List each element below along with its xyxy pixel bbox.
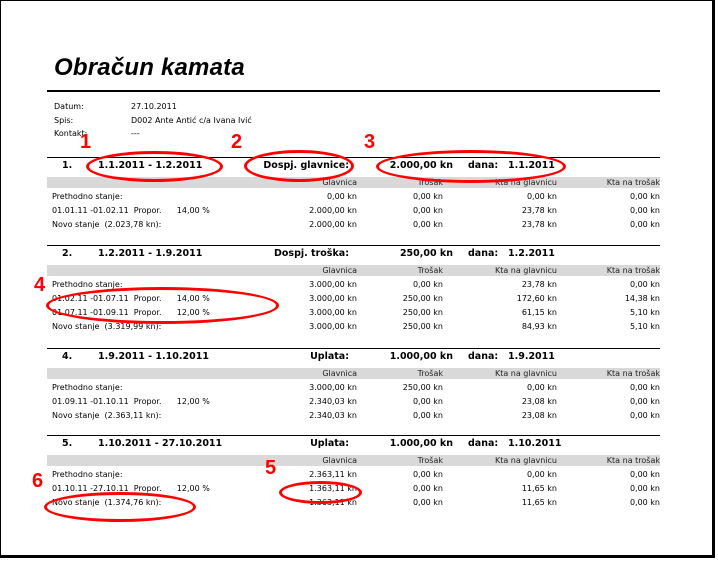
col-kta-trosak: Kta na trošak xyxy=(606,266,660,275)
section-dana-label: dana: xyxy=(468,248,499,259)
page-title: Obračun kamata xyxy=(54,54,245,81)
row-kta-trosak: 0,00 kn xyxy=(629,383,660,392)
spis-value: D002 Ante Antić c/a Ivana Ivić xyxy=(131,116,252,125)
row-kta-glavnica: 0,00 kn xyxy=(526,470,557,479)
col-trosak: Trošak xyxy=(417,369,443,378)
section-dana-label: dana: xyxy=(468,160,499,171)
row-trosak: 250,00 kn xyxy=(402,308,443,317)
section-dana: 1.1.2011 xyxy=(508,160,555,171)
section-amount: 1.000,00 kn xyxy=(389,438,453,449)
col-glavnica: Glavnica xyxy=(322,178,357,187)
row-trosak: 0,00 kn xyxy=(412,206,443,215)
row-kta-trosak: 0,00 kn xyxy=(629,220,660,229)
section-period: 1.1.2011 - 1.2.2011 xyxy=(98,160,203,171)
annotation-number-5: 5 xyxy=(265,457,277,479)
section-number: 1. xyxy=(62,160,73,171)
row-label: Prethodno stanje: xyxy=(52,192,123,201)
row-glavnica: 1.363,11 kn xyxy=(309,484,357,493)
row-glavnica: 2.363,11 kn xyxy=(309,470,357,479)
section-amount: 2.000,00 kn xyxy=(389,160,453,171)
title-rule xyxy=(47,90,660,92)
col-kta-glavnica: Kta na glavnicu xyxy=(494,178,557,187)
row-glavnica: 0,00 kn xyxy=(326,192,357,201)
section-period: 1.2.2011 - 1.9.2011 xyxy=(98,248,203,259)
row-kta-glavnica: 0,00 kn xyxy=(526,383,557,392)
row-kta-glavnica: 172,60 kn xyxy=(516,294,557,303)
row-glavnica: 2.340,03 kn xyxy=(309,397,357,406)
row-kta-trosak: 0,00 kn xyxy=(629,484,660,493)
annotation-number-4: 4 xyxy=(34,274,46,296)
row-trosak: 250,00 kn xyxy=(402,322,443,331)
section-dana: 1.9.2011 xyxy=(508,351,555,362)
row-kta-glavnica: 61,15 kn xyxy=(521,308,557,317)
row-glavnica: 1.363,11 kn xyxy=(309,498,357,507)
section-dana: 1.10.2011 xyxy=(508,438,562,449)
section-rule xyxy=(47,435,660,436)
spis-label: Spis: xyxy=(54,116,74,125)
row-glavnica: 2.340,03 kn xyxy=(309,411,357,420)
row-glavnica: 3.000,00 kn xyxy=(309,322,357,331)
col-kta-glavnica: Kta na glavnicu xyxy=(494,369,557,378)
col-trosak: Trošak xyxy=(417,178,443,187)
annotation-ellipse-5 xyxy=(279,481,362,504)
row-label: Prethodno stanje: xyxy=(52,280,123,289)
row-label: 01.02.11 -01.07.11 Propor. 14,00 % xyxy=(52,294,210,303)
row-kta-glavnica: 23,78 kn xyxy=(521,206,557,215)
annotation-number-1: 1 xyxy=(80,131,92,153)
section-type: Dospj. troška: xyxy=(274,248,349,259)
row-kta-trosak: 0,00 kn xyxy=(629,498,660,507)
section-period: 1.10.2011 - 27.10.2011 xyxy=(98,438,223,449)
row-trosak: 250,00 kn xyxy=(402,294,443,303)
row-glavnica: 3.000,00 kn xyxy=(309,294,357,303)
row-label: 01.07.11 -01.09.11 Propor. 12,00 % xyxy=(52,308,210,317)
row-label: Novo stanje (1.374,76 kn): xyxy=(52,498,162,507)
kontakt-label: Kontakt: xyxy=(54,129,88,138)
datum-value: 27.10.2011 xyxy=(131,102,177,111)
row-trosak: 0,00 kn xyxy=(412,397,443,406)
col-kta-trosak: Kta na trošak xyxy=(606,178,660,187)
col-trosak: Trošak xyxy=(417,266,443,275)
row-label: Novo stanje (2.023,78 kn): xyxy=(52,220,162,229)
row-kta-trosak: 0,00 kn xyxy=(629,470,660,479)
row-kta-trosak: 5,10 kn xyxy=(629,322,660,331)
row-kta-trosak: 5,10 kn xyxy=(629,308,660,317)
row-kta-glavnica: 11,65 kn xyxy=(521,484,557,493)
row-kta-glavnica: 23,08 kn xyxy=(521,397,557,406)
row-kta-trosak: 0,00 kn xyxy=(629,192,660,201)
row-kta-trosak: 0,00 kn xyxy=(629,280,660,289)
col-kta-glavnica: Kta na glavnicu xyxy=(494,266,557,275)
section-number: 2. xyxy=(62,248,73,259)
row-kta-glavnica: 84,93 kn xyxy=(521,322,557,331)
col-kta-trosak: Kta na trošak xyxy=(606,369,660,378)
annotation-ellipse-2 xyxy=(244,150,354,182)
col-kta-glavnica: Kta na glavnicu xyxy=(494,456,557,465)
row-kta-trosak: 0,00 kn xyxy=(629,411,660,420)
section-rule xyxy=(47,348,660,349)
row-kta-glavnica: 23,78 kn xyxy=(521,280,557,289)
section-type: Dospj. glavnice: xyxy=(263,160,349,171)
row-label: Novo stanje (3.319,99 kn): xyxy=(52,322,162,331)
row-trosak: 0,00 kn xyxy=(412,411,443,420)
row-trosak: 0,00 kn xyxy=(412,220,443,229)
row-trosak: 0,00 kn xyxy=(412,498,443,507)
kontakt-value: --- xyxy=(131,129,140,138)
annotation-ellipse-4 xyxy=(46,287,279,324)
annotation-number-2: 2 xyxy=(231,131,243,153)
row-glavnica: 2.000,00 kn xyxy=(309,206,357,215)
col-glavnica: Glavnica xyxy=(322,456,357,465)
section-number: 4. xyxy=(62,351,73,362)
datum-label: Datum: xyxy=(54,102,84,111)
row-glavnica: 2.000,00 kn xyxy=(309,220,357,229)
row-label: 01.01.11 -01.02.11 Propor. 14,00 % xyxy=(52,206,210,215)
row-label: 01.10.11 -27.10.11 Propor. 12,00 % xyxy=(52,484,210,493)
row-glavnica: 3.000,00 kn xyxy=(309,308,357,317)
section-type: Uplata: xyxy=(310,351,349,362)
row-label: Prethodno stanje: xyxy=(52,383,123,392)
section-amount: 1.000,00 kn xyxy=(389,351,453,362)
section-number: 5. xyxy=(62,438,73,449)
section-dana-label: dana: xyxy=(468,438,499,449)
section-rule xyxy=(47,245,660,246)
col-kta-trosak: Kta na trošak xyxy=(606,456,660,465)
row-kta-glavnica: 11,65 kn xyxy=(521,498,557,507)
row-label: 01.09.11 -01.10.11 Propor. 12,00 % xyxy=(52,397,210,406)
annotation-ellipse-3 xyxy=(376,150,566,183)
annotation-ellipse-6 xyxy=(44,492,196,522)
row-trosak: 0,00 kn xyxy=(412,192,443,201)
row-label: Prethodno stanje: xyxy=(52,470,123,479)
col-glavnica: Glavnica xyxy=(322,369,357,378)
row-glavnica: 3.000,00 kn xyxy=(309,383,357,392)
row-kta-glavnica: 23,78 kn xyxy=(521,220,557,229)
row-kta-glavnica: 0,00 kn xyxy=(526,192,557,201)
row-kta-glavnica: 23,08 kn xyxy=(521,411,557,420)
col-trosak: Trošak xyxy=(417,456,443,465)
section-dana: 1.2.2011 xyxy=(508,248,555,259)
section-dana-label: dana: xyxy=(468,351,499,362)
row-label: Novo stanje (2.363,11 kn): xyxy=(52,411,162,420)
section-type: Uplata: xyxy=(310,438,349,449)
annotation-number-6: 6 xyxy=(32,470,44,492)
col-glavnica: Glavnica xyxy=(322,266,357,275)
row-glavnica: 3.000,00 kn xyxy=(309,280,357,289)
row-kta-trosak: 0,00 kn xyxy=(629,206,660,215)
row-trosak: 0,00 kn xyxy=(412,484,443,493)
row-trosak: 0,00 kn xyxy=(412,280,443,289)
annotation-number-3: 3 xyxy=(364,131,376,153)
row-kta-trosak: 14,38 kn xyxy=(624,294,660,303)
annotation-ellipse-1 xyxy=(86,151,223,182)
row-trosak: 0,00 kn xyxy=(412,470,443,479)
row-kta-trosak: 0,00 kn xyxy=(629,397,660,406)
row-trosak: 250,00 kn xyxy=(402,383,443,392)
section-amount: 250,00 kn xyxy=(399,248,453,259)
section-period: 1.9.2011 - 1.10.2011 xyxy=(98,351,209,362)
